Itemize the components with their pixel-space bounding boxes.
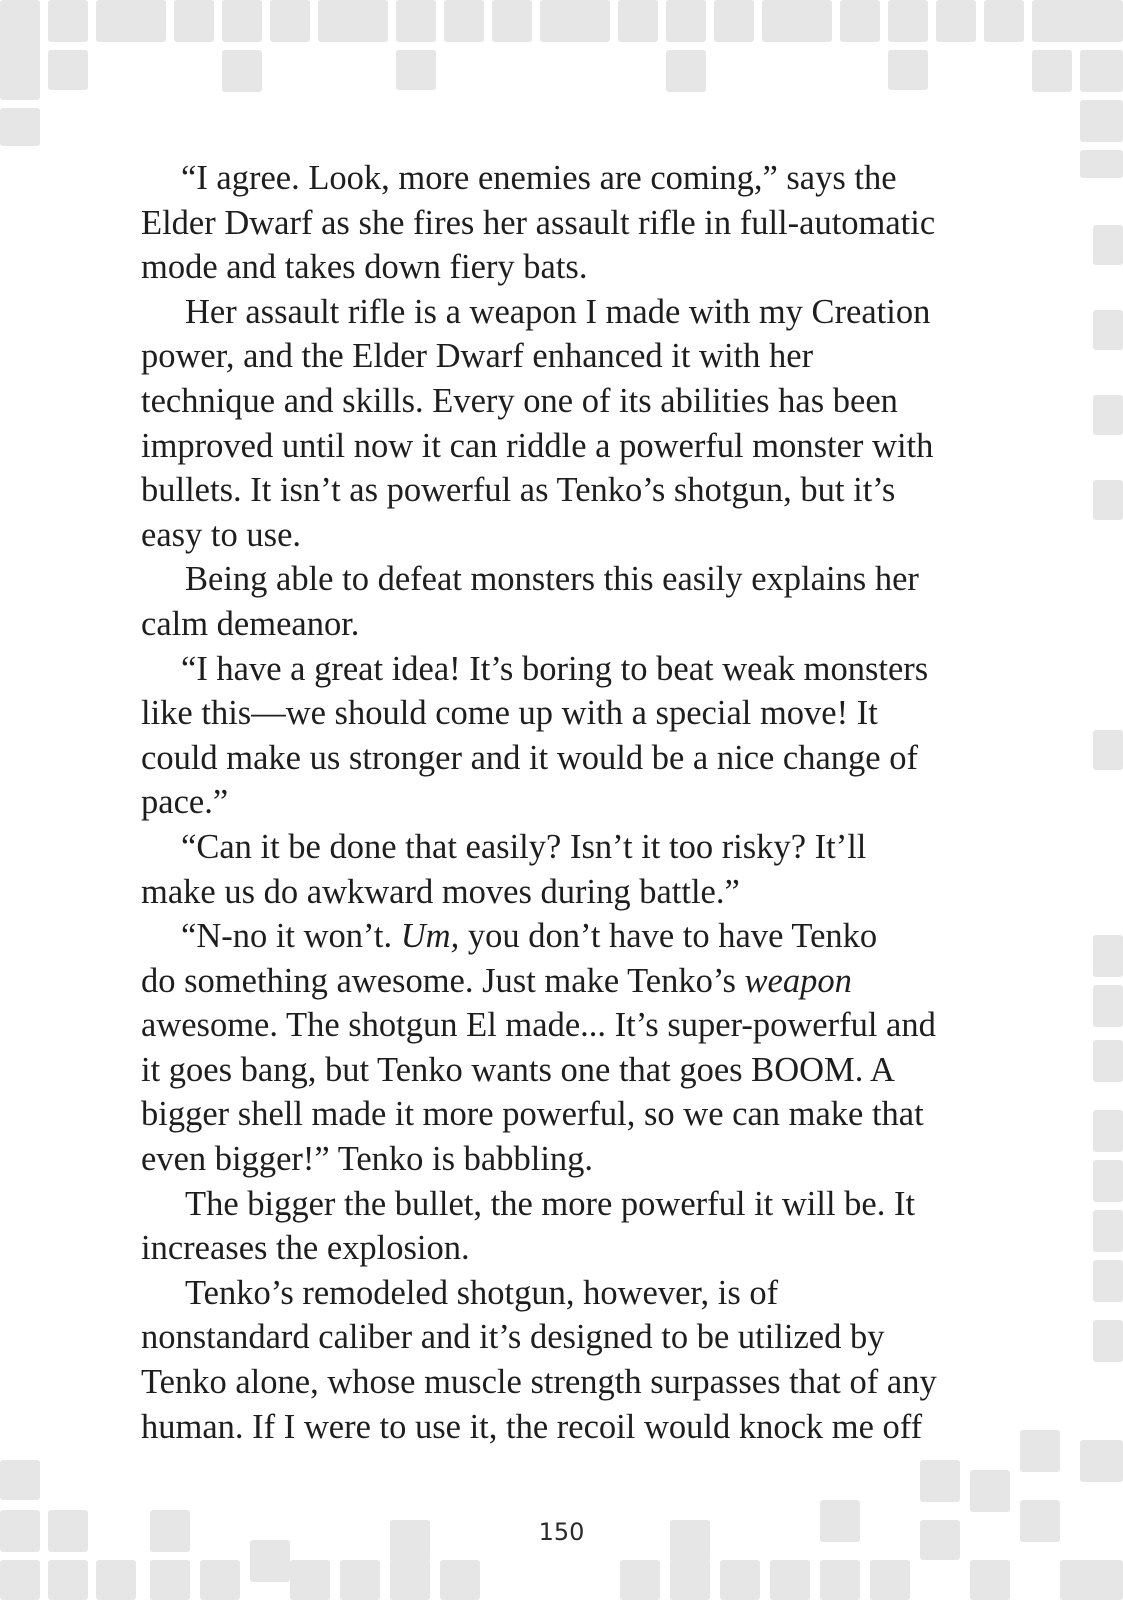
decorative-tile	[1060, 1560, 1123, 1600]
decorative-tile	[340, 1560, 380, 1600]
decorative-tile	[222, 50, 262, 92]
decorative-tile	[620, 1560, 660, 1600]
decorative-tile	[820, 1560, 860, 1600]
page-number: 150	[538, 1518, 585, 1546]
decorative-tile	[318, 0, 388, 42]
decorative-tile	[1080, 1440, 1123, 1482]
decorative-tile	[762, 0, 832, 42]
text-run: “N-no it won’t.	[181, 917, 401, 956]
decorative-tile	[1020, 1430, 1060, 1472]
text-line: bullets. It isn’t as powerful as Tenko’s shotgun, but it’s	[141, 471, 896, 510]
text-line: “Can it be done that easily? Isn’t it too risky? It’ll	[181, 827, 867, 866]
decorative-tile	[396, 50, 436, 90]
decorative-tile	[1093, 395, 1123, 435]
decorative-tile	[96, 1560, 136, 1600]
decorative-tile	[174, 0, 214, 42]
text-line: mode and takes down fiery bats.	[141, 248, 588, 287]
decorative-tile	[920, 1460, 960, 1502]
decorative-tile	[0, 0, 40, 100]
decorative-tile	[666, 0, 706, 42]
decorative-tile	[670, 1560, 710, 1600]
text-line: improved until now it can riddle a powerful monster with	[141, 426, 934, 465]
decorative-tile	[444, 0, 484, 42]
text-line: The bigger the bullet, the more powerful it will be. It	[185, 1184, 916, 1223]
text-line: “I have a great idea! It’s boring to beat weak monsters	[181, 649, 929, 688]
decorative-tile	[1032, 0, 1123, 42]
decorative-tile	[290, 1560, 330, 1600]
decorative-tile	[48, 0, 88, 42]
decorative-tile	[0, 1560, 40, 1600]
text-run: do something awesome. Just make Tenko’s	[141, 961, 745, 1000]
decorative-tile	[888, 0, 928, 42]
decorative-tile	[970, 1560, 1010, 1600]
decorative-tile	[666, 50, 706, 92]
decorative-tile	[0, 108, 40, 146]
decorative-tile	[1093, 1040, 1123, 1082]
text-line: nonstandard caliber and it’s designed to be utilized by	[141, 1318, 885, 1357]
decorative-tile	[984, 0, 1024, 42]
decorative-tile	[1093, 1210, 1123, 1252]
decorative-tile	[1080, 100, 1123, 142]
decorative-tile	[390, 1560, 430, 1600]
decorative-tile	[540, 0, 610, 42]
decorative-tile	[1080, 150, 1123, 178]
decorative-tile	[720, 1560, 760, 1600]
decorative-tile	[1093, 1260, 1123, 1302]
decorative-tile	[936, 0, 976, 42]
text-line: technique and skills. Every one of its abilities has been	[141, 381, 898, 420]
text-run: you don’t have to have Tenko	[459, 917, 878, 956]
decorative-tile	[396, 0, 436, 42]
decorative-tile	[618, 0, 658, 42]
decorative-tile	[970, 1470, 1010, 1512]
decorative-tile	[1093, 1160, 1123, 1202]
decorative-tile	[200, 1560, 240, 1600]
text-line: “I agree. Look, more enemies are coming,” says the	[181, 159, 897, 197]
decorative-tile	[48, 50, 88, 90]
text-line	[141, 914, 1011, 959]
decorative-tile	[250, 1540, 290, 1582]
decorative-tile	[770, 1560, 810, 1600]
text-line: it goes bang, but Tenko wants one that goes BOOM. A	[141, 1050, 895, 1089]
decorative-tile	[1080, 50, 1123, 92]
text-line: power, and the Elder Dwarf enhanced it with her	[141, 337, 814, 376]
text-line: increases the explosion.	[141, 1229, 470, 1268]
decorative-tile	[888, 50, 928, 90]
decorative-tile	[492, 0, 532, 42]
text-line: Elder Dwarf as she fires her assault rifle in full-automatic	[141, 203, 936, 242]
decorative-tile	[222, 0, 262, 42]
text-line: Tenko’s remodeled shotgun, however, is of	[185, 1273, 779, 1312]
text-line: Being able to defeat monsters this easily explains her	[185, 560, 919, 599]
text-line: Her assault rifle is a weapon I made with my Creation	[185, 292, 931, 331]
decorative-tile	[1032, 50, 1072, 92]
text-line: bigger shell made it more powerful, so we can make that	[141, 1095, 924, 1134]
text-line: easy to use.	[141, 515, 302, 554]
decorative-tile	[1093, 935, 1123, 977]
decorative-tile	[270, 0, 310, 42]
text-line: awesome. The shotgun El made... It’s super-powerful and	[141, 1006, 936, 1045]
decorative-tile	[870, 1560, 910, 1600]
body-text	[141, 156, 1011, 1449]
decorative-tile	[440, 1560, 480, 1600]
text-line: like this—we should come up with a special move! It	[141, 694, 878, 733]
decorative-tile	[1093, 730, 1123, 770]
text-line: pace.”	[141, 783, 229, 822]
decorative-tile	[1093, 1320, 1123, 1362]
text-line: make us do awkward moves during battle.”	[141, 872, 740, 911]
decorative-tile	[714, 0, 754, 42]
text-line: Tenko alone, whose muscle strength surpasses that of any	[141, 1363, 937, 1402]
decorative-tile	[1093, 985, 1123, 1027]
text-line: human. If I were to use it, the recoil would knock me off	[141, 1407, 923, 1446]
decorative-tile	[96, 0, 166, 42]
decorative-tile	[1093, 480, 1123, 520]
decorative-tile	[1093, 1110, 1123, 1152]
decorative-tile	[150, 1560, 190, 1600]
italic-text: Um,	[400, 917, 460, 956]
decorative-tile	[1093, 225, 1123, 265]
decorative-tile	[840, 0, 880, 42]
decorative-tile	[1093, 310, 1123, 350]
text-line: even bigger!” Tenko is babbling.	[141, 1140, 594, 1179]
text-line	[141, 959, 1011, 1004]
italic-text: weapon	[744, 961, 852, 1000]
text-line: could make us stronger and it would be a nice change of	[141, 738, 918, 777]
decorative-tile	[48, 1560, 88, 1600]
decorative-tile	[0, 1460, 40, 1500]
text-line: calm demeanor.	[141, 604, 360, 643]
